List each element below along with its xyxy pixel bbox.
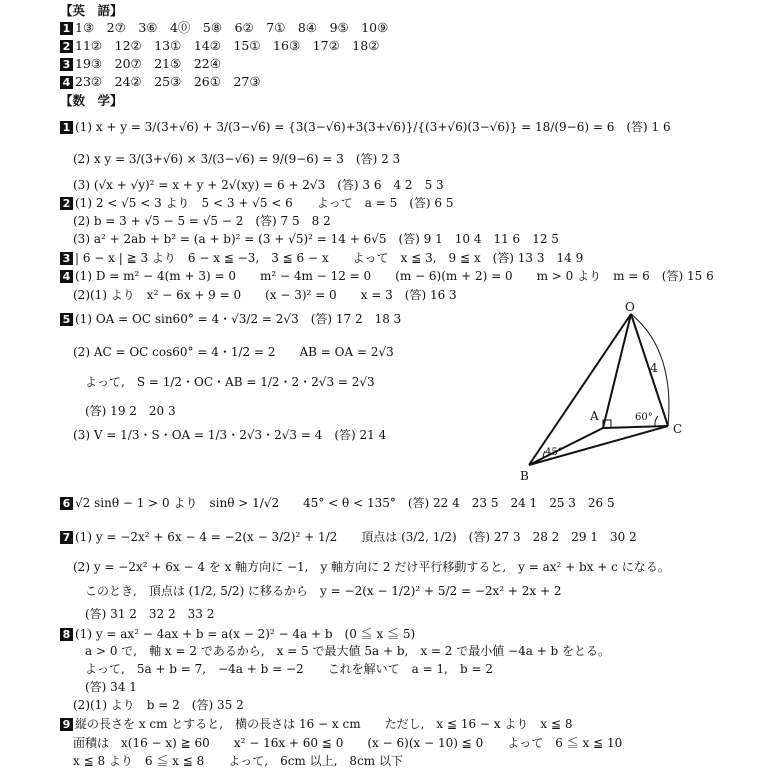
english-answer-row — [60, 56, 221, 71]
question-number: 3 — [60, 252, 73, 265]
math-text: (1) x + y = 3/(3+√6) + 3/(3−√6) = {3(3−√6)+3(3+√6)}/{(3+√6)(3−√6)} = 18/(9−6) = 6 (答) 1 6 — [75, 120, 671, 134]
math-line: a > 0 で, 軸 x = 2 であるから, x = 5 で最大値 5a + b, x = 2 で最小値 −4a + b をとる。 — [85, 644, 611, 658]
english-answer-row — [60, 74, 261, 89]
label-c: C — [673, 422, 683, 436]
math-text: (1) y = −2x² + 6x − 4 = −2(x − 3/2)² + 1/2 頂点は (3/2, 1/2) (答) 27 3 28 2 29 1 30 2 — [75, 530, 637, 544]
math-line: よって, S = 1/2・OC・AB = 1/2・2・2√3 = 2√3 — [85, 375, 375, 389]
label-a: A — [590, 409, 599, 423]
math-line: よって, 5a + b = 7, −4a + b = −2 これを解いて a = 1, b = 2 — [85, 662, 493, 676]
math-line — [60, 717, 572, 732]
math-text: (1) D = m² − 4(m + 3) = 0 m² − 4m − 12 = 0 (m − 6)(m + 2) = 0 m > 0 より m = 6 (答) 15 6 — [75, 269, 714, 283]
math-line — [60, 627, 415, 642]
math-line: (2) b = 3 + √5 − 5 = √5 − 2 (答) 7 5 8 2 — [73, 214, 331, 228]
question-number: 4 — [60, 270, 73, 283]
english-answer-row — [60, 38, 379, 53]
answer-text: 19③ 20⑦ 21⑤ 22④ — [75, 56, 221, 71]
math-line — [60, 312, 401, 327]
math-line: (答) 34 1 — [85, 680, 137, 694]
math-line: 面積は x(16 − x) ≧ 60 x² − 16x + 60 ≦ 0 (x − 6)(x − 10) ≦ 0 よって 6 ≦ x ≦ 10 — [73, 736, 623, 750]
math-text: (1) y = ax² − 4ax + b = a(x − 2)² − 4a + b (0 ≦ x ≦ 5) — [75, 627, 416, 641]
question-number: 6 — [60, 497, 73, 510]
math-line: (3) a² + 2ab + b² = (a + b)² = (3 + √5)² = 14 + 6√5 (答) 9 1 10 4 11 6 12 5 — [73, 232, 559, 246]
answer-text: 11② 12② 13① 14② 15① 16③ 17② 18② — [75, 38, 380, 53]
edge-oa — [603, 314, 631, 428]
label-b: B — [520, 469, 529, 483]
question-number: 2 — [60, 40, 73, 53]
label-angle-60: 60° — [635, 412, 653, 423]
question-number: 8 — [60, 628, 73, 641]
math-line: (2) y = −2x² + 6x − 4 を x 軸方向に −1, y 軸方向に 2 だけ平行移動すると, y = ax² + bx + c になる。 — [73, 560, 670, 574]
question-number: 1 — [60, 121, 73, 134]
question-number: 3 — [60, 58, 73, 71]
math-line: (3) V = 1/3・S・OA = 1/3・2√3・2√3 = 4 (答) 21 4 — [73, 428, 387, 442]
question-number: 5 — [60, 313, 73, 326]
math-line: (2)(1) より b = 2 (答) 35 2 — [73, 698, 244, 712]
edge-ob — [529, 314, 631, 465]
math-line: (答) 19 2 20 3 — [85, 404, 176, 418]
math-text: (1) OA = OC sin60° = 4・√3/2 = 2√3 (答) 17 2 18 3 — [75, 312, 402, 326]
english-answer-row — [60, 20, 388, 35]
edge-bc — [529, 426, 668, 465]
english-heading: 【英 語】 — [60, 3, 123, 18]
answer-text: 23② 24② 25③ 26① 27③ — [75, 74, 261, 89]
math-line: (答) 31 2 32 2 33 2 — [85, 607, 215, 621]
math-line: x ≦ 8 より 6 ≦ x ≦ 8 よって, 6cm 以上, 8cm 以下 — [73, 754, 403, 768]
math-line: (3) (√x + √y)² = x + y + 2√(xy) = 6 + 2√3 (答) 3 6 4 2 5 3 — [73, 178, 444, 192]
math-line — [60, 530, 637, 545]
math-heading: 【数 学】 — [60, 93, 123, 108]
question-number: 1 — [60, 22, 73, 35]
label-length-4: 4 — [650, 361, 658, 375]
math-line — [60, 269, 714, 284]
math-line: (2) x y = 3/(3+√6) × 3/(3−√6) = 9/(9−6) = 3 (答) 2 3 — [73, 152, 401, 166]
question-number: 9 — [60, 718, 73, 731]
label-angle-45: 45° — [545, 447, 563, 458]
math-text: 縦の長さを x cm とすると, 横の長さは 16 − x cm ただし, x ≦ 16 − x より x ≦ 8 — [75, 717, 573, 731]
angle-60-arc — [655, 416, 658, 426]
math-line — [60, 120, 671, 135]
math-text: | 6 − x | ≧ 3 より 6 − x ≦ −3, 3 ≦ 6 − x よって x ≦ 3, 9 ≦ x (答) 13 3 14 9 — [75, 251, 584, 265]
math-line — [60, 496, 615, 511]
math-line — [60, 251, 583, 266]
label-o: O — [625, 300, 635, 314]
math-line — [60, 196, 454, 211]
answer-text: 1③ 2⑦ 3⑥ 4⓪ 5⑧ 6② 7① 8④ 9⑤ 10⑨ — [75, 20, 389, 35]
math-text: (1) 2 < √5 < 3 より 5 < 3 + √5 < 6 よって a = 5 (答) 6 5 — [75, 196, 454, 210]
tetrahedron-figure — [515, 300, 710, 485]
math-line: (2)(1) より x² − 6x + 9 = 0 (x − 3)² = 0 x = 3 (答) 16 3 — [73, 288, 457, 302]
math-line: このとき, 頂点は (1/2, 5/2) に移るから y = −2(x − 1/2)² + 5/2 = −2x² + 2x + 2 — [85, 584, 562, 598]
question-number: 4 — [60, 76, 73, 89]
question-number: 7 — [60, 531, 73, 544]
math-text: √2 sinθ − 1 > 0 より sinθ > 1/√2 45° < θ < 135° (答) 22 4 23 5 24 1 25 3 26 5 — [75, 496, 615, 510]
math-line: (2) AC = OC cos60° = 4・1/2 = 2 AB = OA = 2√3 — [73, 345, 394, 359]
question-number: 2 — [60, 197, 73, 210]
